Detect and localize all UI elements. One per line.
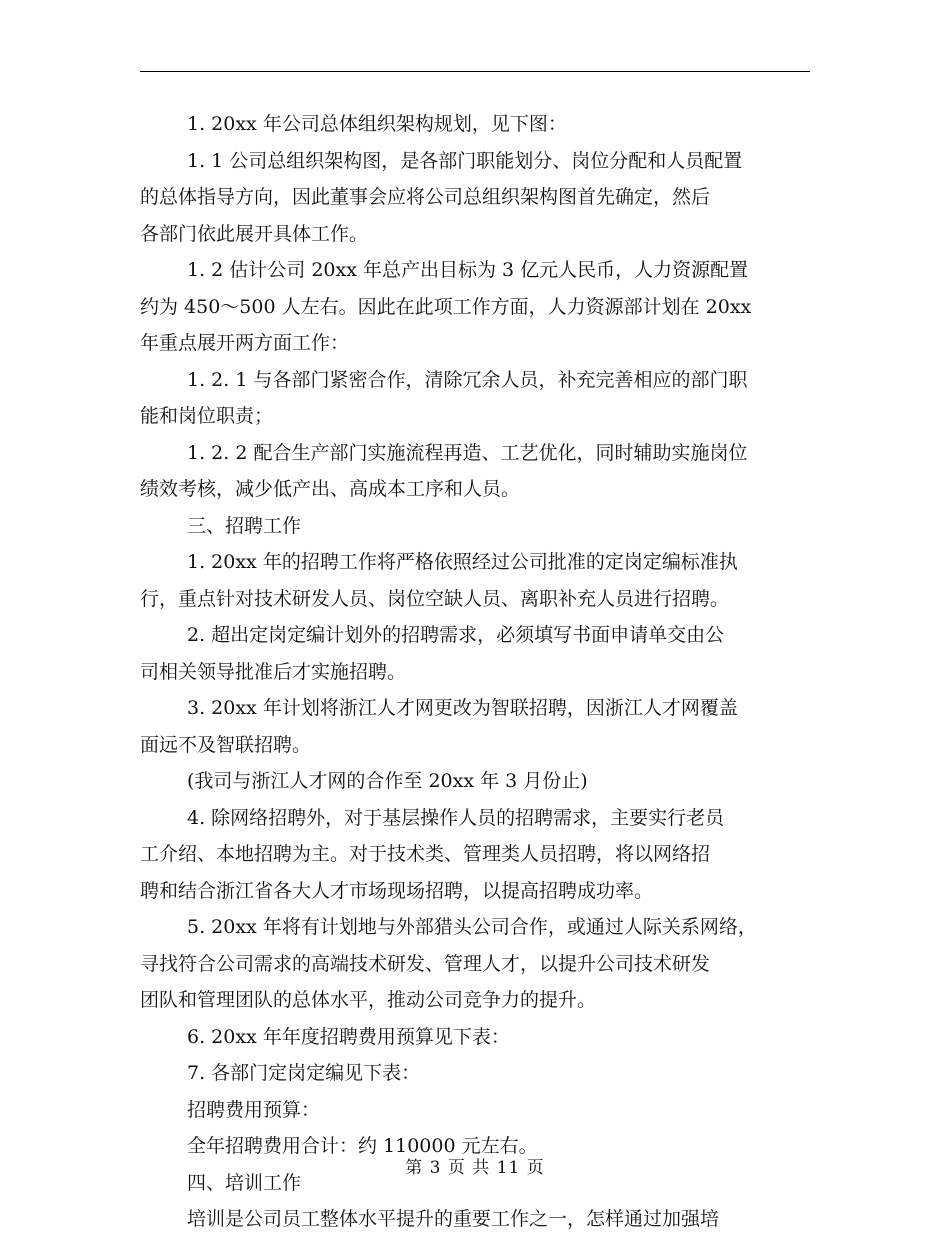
paragraph-line: 面远不及智联招聘。 (140, 733, 312, 756)
paragraph-line: 年重点展开两方面工作： (140, 332, 350, 354)
paragraph-line: 招聘费用预算： (187, 1098, 321, 1121)
paragraph-line: 6. 20xx 年年度招聘费用预算见下表： (187, 1025, 510, 1048)
document-body (140, 106, 830, 1238)
paragraph-line: 寻找符合公司需求的高端技术研发、管理人才，以提升公司技术研发 (140, 952, 711, 975)
paragraph-line: 全年招聘费用合计：约 110000 元左右。 (187, 1135, 538, 1157)
paragraph-line: 绩效考核，减少低产出、高成本工序和人员。 (140, 478, 521, 500)
paragraph-line: 1. 2 估计公司 20xx 年总产出目标为 3 亿元人民币，人力资源配置 (187, 259, 749, 281)
paragraph-line: 1. 20xx 年的招聘工作将严格依照经过公司批准的定岗定编标准执 (187, 551, 738, 573)
section-heading: 三、招聘工作 (187, 514, 302, 537)
paragraph-line: 的总体指导方向，因此董事会应将公司总组织架构图首先确定，然后 (140, 186, 711, 208)
paragraph-line: 工介绍、本地招聘为主。对于技术类、管理类人员招聘，将以网络招 (140, 843, 711, 865)
paragraph-line: 司相关领导批准后才实施招聘。 (140, 660, 407, 683)
section-heading: 四、培训工作 (187, 1171, 302, 1194)
paragraph-line: (我司与浙江人才网的合作至 20xx 年 3 月份止) (187, 770, 588, 792)
header-rule (140, 71, 810, 72)
paragraph-line: 聘和结合浙江省各大人才市场现场招聘，以提高招聘成功率。 (140, 879, 654, 902)
paragraph-line: 1. 20xx 年公司总体组织架构规划，见下图： (187, 113, 567, 135)
paragraph-line: 各部门依此展开具体工作。 (140, 222, 369, 245)
paragraph-line: 1. 2. 2 配合生产部门实施流程再造、工艺优化，同时辅助实施岗位 (187, 441, 748, 464)
paragraph-line: 1. 2. 1 与各部门紧密合作，清除冗余人员，补充完善相应的部门职 (187, 368, 748, 391)
paragraph-line: 行，重点针对技术研发人员、岗位空缺人员、离职补充人员进行招聘。 (140, 587, 730, 610)
paragraph-line: 能和岗位职责； (140, 405, 274, 427)
paragraph-line: 1. 1 公司总组织架构图，是各部门职能划分、岗位分配和人员配置 (187, 149, 743, 172)
paragraph-line: 5. 20xx 年将有计划地与外部猎头公司合作，或通过人际关系网络， (187, 916, 757, 938)
paragraph-line: 2. 超出定岗定编计划外的招聘需求，必须填写书面申请单交由公 (187, 624, 725, 646)
paragraph-line: 约为 450～500 人左右。因此在此项工作方面，人力资源部计划在 20xx (140, 295, 752, 318)
paragraph-line: 4. 除网络招聘外，对于基层操作人员的招聘需求，主要实行老员 (187, 806, 725, 829)
page-number: 第 3 页 共 11 页 (405, 1158, 545, 1178)
paragraph-line: 团队和管理团队的总体水平，推动公司竞争力的提升。 (140, 989, 597, 1011)
paragraph-line: 培训是公司员工整体水平提升的重要工作之一，怎样通过加强培 (187, 1208, 720, 1230)
paragraph-line: 7. 各部门定岗定编见下表： (187, 1062, 421, 1084)
paragraph-line: 3. 20xx 年计划将浙江人才网更改为智联招聘，因浙江人才网覆盖 (187, 697, 738, 719)
